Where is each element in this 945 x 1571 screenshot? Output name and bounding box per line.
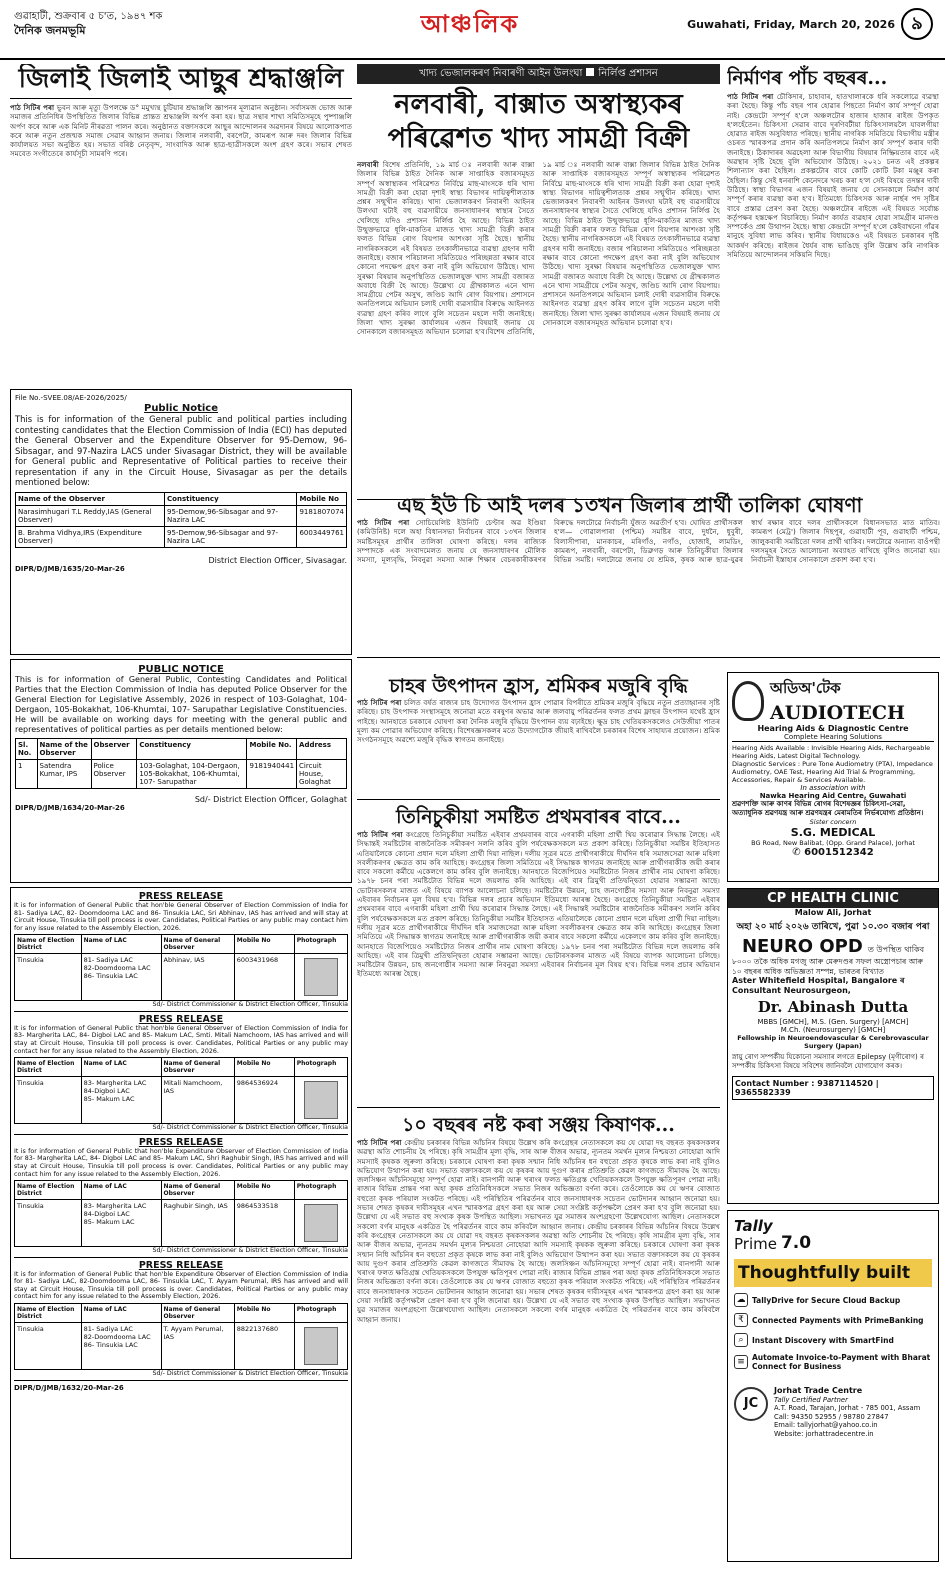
- tea-text: চলিত বৰ্ষত ৰাজ্যৰ চাহ উদ্যোগত উৎপাদন হ্ৰাস পোৱাৰ বিপৰীতে শ্ৰমিকৰ মজুৰি বৃদ্ধিয়ে নতুন প্ৰত্যাহ্বানৰ সৃষ্টি কৰিছে। চাহ উৎপাদক সংস্থাসমূহে জনোৱা মতে বৰষুণৰ অভাৱ আৰু জলবায়ু পৰিৱৰ্তনৰ ফলত প্ৰথম ফ্লাছৰ উৎপাদন যথেষ্ট হ্ৰাস পাইছে। আনহাতে চৰকাৰে ঘোষণা কৰা দৈনিক মজুৰি বৃদ্ধিয়ে উৎপাদন ব্যয় বঢ়াইছে। ক্ষুদ্ৰ চাহ খেতিয়কসকলেও সেউজীয়া পাতৰ মূল্য কম পোৱাৰ অভিযোগ কৰিছে। বিশেষজ্ঞসকলৰ মতে উদ্যোগটোক জীয়াই ৰাখিবলৈ চৰকাৰৰ বিশেষ সাহায্যৰ প্ৰয়োজন। শ্ৰমিক সংগঠনসমূহে অৱশ্যে মজুৰি বৃদ্ধিক স্বাগতম জনাইছে।: [357, 698, 720, 745]
- press-releases-tinsukia: [10, 887, 352, 1559]
- cp-date: অহা ২০ মাৰ্চ ২০২৬ তাৰিখে, পুৱা ১০.৩০ বজাৰ পৰা: [736, 922, 930, 932]
- press-title: PRESS RELEASE: [138, 1259, 224, 1271]
- notice2-table: [15, 738, 347, 789]
- table-cell: Narasimhugari T.L Reddy,IAS (General Observer): [16, 505, 165, 526]
- press-lac: 85- Makum LAC: [83, 1218, 135, 1227]
- tribute-text: ভুবন আৰু মৃত্যু উপলক্ষে ড° মমুখ্যন্থ চুটিয়াৰ শ্ৰদ্ধাঞ্জলি জ্ঞাপনৰ মূল্যৱান অনুষ্ঠান। সৰ্বাসমজ ভোজ আৰু সমাজৰ প্ৰতিনিধিৰ উপস্থিতিত জিলাৰ বিভিন্ন প্ৰান্তত শ্ৰদ্ধাঞ্জলি অৰ্পণ কৰা হয়। ছাত্ৰ সন্থাৰ শাখা সমিতিসমূহে পুষ্পাঞ্জলি অৰ্পণ কৰে আৰু এক মিনিট নীৰৱতা পালন কৰে। অনুষ্ঠানত বক্তাসকলে আছুৰ আন্দোলনৰ অৱদানৰ বিষয়ে আলোকপাত কৰে আৰু নতুন প্ৰজন্মক সমাজ সেৱাৰ আহ্বান জনায়। জিলাৰ নলবাৰী, বৰপেটা, কামৰূপ আৰু দৰং জিলাৰ বিভিন্ন কাৰ্যালয়ত সভা অনুষ্ঠিত হয়। সভাত বৰিষ্ঠ নেতৃবৃন্দ, সাংবাদিক আৰু ছাত্ৰ-ছাত্ৰীসকলে অংশ গ্ৰহণ কৰে। সভাৰ শেষত সমবেত সংগীতেৰে কাৰ্যসূচী সামৰণি পৰে।: [10, 103, 352, 159]
- lead-kicker-a: খাদ্য ভেজালকৰণ নিবাৰণী আইন উলংঘা: [419, 68, 583, 79]
- press-body: It is for information of General Public that hon'ble General Observer of Election Commission of India for 83- Margherita LAC, 84- Digboi LAC and 85- Makum LAC, Smti. Mitali Namchoom, IAS has arrived and will stay at Circuit House, Tinsukia till poll process is over. Candidates, Political Parties or any public may contact her for any issue related to the Assembly Election, 2026.: [14, 1024, 348, 1055]
- table-cell: [294, 954, 347, 1001]
- tally-call: Call: 94350 52955 / 98780 27847: [774, 1412, 889, 1421]
- ear-icon: [732, 681, 764, 721]
- construction-text: চৌকিদাৰ, চাহাবাৰ, হাতখালাৰকে ধৰি সকলোৱে ব্যৱস্থা কৰা হৈছে। কিন্তু পাঁচ বছৰ পাৰ হোৱাৰ পিছতো নিৰ্মাণ কাৰ্য সম্পূৰ্ণ হোৱা নাই। কেন্দ্ৰটো সম্পূৰ্ণ হ'লে অঞ্চলটোৰ হাজাৰ হাজাৰ ৰাইজ উপকৃত হ'লহেঁতেন। চিকিৎসা সেৱাৰ বাবে দূৰণিবটীয়া চিকিৎসালয়লৈ যাবলগীয়া হোৱাত ৰাইজ অসুবিধাত পৰিছে। স্থানীয় নাগৰিক সমিতিয়ে বিভাগীয় মন্ত্ৰীৰ ওচৰত স্মাৰকপত্ৰ প্ৰদান কৰি অনতিপলমে নিৰ্মাণ কাৰ্য সম্পূৰ্ণ কৰাৰ দাবী জনাইছে। ঠিকাদাৰৰ অৱহেলা আৰু বিভাগীয় বিষয়াৰ নিষ্ক্ৰিয়তাৰ বাবে এই অৱস্থাৰ সৃষ্টি হৈছে বুলি অভিযোগ উঠিছে। ২০২১ চনত এই প্ৰকল্পৰ শিলান্যাস কৰা হৈছিল। প্ৰকল্পটোৰ বাবে কোটি কোটি টকা মঞ্জুৰ কৰা হৈছিল। কিন্তু সেই ধনৰাশি কেনেদৰে খৰচ কৰা হ'ল সেই বিষয়ে তদন্তৰ দাবী উঠিছে। স্বাস্থ্য বিভাগৰ এজন বিষয়াই জনায় যে সোনকালে নিৰ্মাণ কাৰ্য সম্পূৰ্ণ কৰাৰ ব্যৱস্থা কৰা হ'ব। ইতিমধ্যে চিকিৎসক আৰু নাৰ্ছৰ পদ সৃষ্টিৰ বাবে প্ৰস্তাৱ প্ৰেৰণ কৰা হৈছে। অঞ্চলটোৰ ৰাইজে এই বিষয়ত সৰ্বোচ্চ কৰ্তৃপক্ষৰ হস্তক্ষেপ বিচাৰিছে। নিৰ্মাণ কাৰ্যত ব্যৱহাৰ হোৱা সামগ্ৰীৰ মানদণ্ড সম্পৰ্কেও প্ৰশ্ন উত্থাপন হৈছে। স্বাস্থ্য কেন্দ্ৰটো সম্পূৰ্ণ হ'লে কেইবাখনো গাঁৱৰ মানুহে সুবিধা লাভ কৰিব। স্থানীয় বিধায়কেও এই বিষয়ত চৰকাৰৰ দৃষ্টি আকৰ্ষণ কৰিছে। ৰাইজৰ ধৈৰ্যৰ বান্ধ ভাঙিছে বুলি উল্লেখ কৰি নাগৰিক সমিতিয়ে আন্দোলনৰ সকিয়নি দিছে।: [727, 92, 939, 260]
- table-cell: Tinsukia: [15, 954, 82, 1001]
- cp-sub: Malow Ali, Jorhat: [794, 908, 872, 917]
- table-cell: 95-Demow,96-Sibsagar and 97-Nazira LAC: [165, 505, 297, 526]
- cp-doctor: Dr. Abinash Dutta: [757, 998, 909, 1016]
- cp-title: CP HEALTH CLINIC: [728, 889, 938, 908]
- audiotech-header: [732, 677, 934, 724]
- press-table: [14, 1303, 348, 1370]
- construction-title: নিৰ্মাণৰ পাঁচ বছৰৰ...: [727, 67, 888, 89]
- audiotech-sub1: Hearing Aids & Diagnostic Centre: [757, 724, 909, 733]
- tribute-dateline: পাঠ সিটিৰ পৰা: [10, 103, 55, 112]
- press-signature: Sd/- District Commissioner & District Election Officer, Tinsukia: [152, 1124, 348, 1132]
- press-th: Name of LAC: [81, 1058, 161, 1077]
- tea-body: [357, 698, 720, 800]
- cp-contact-label: Contact Number :: [735, 1079, 815, 1088]
- audiotech-sub2: Complete Hearing Solutions: [732, 733, 934, 742]
- table-cell: [294, 1077, 347, 1124]
- table-cell: Tinsukia: [15, 1323, 82, 1370]
- table-cell: Tinsukia: [15, 1077, 82, 1124]
- cp-contact[interactable]: [732, 1076, 934, 1100]
- notice2-title: PUBLIC NOTICE: [138, 664, 224, 675]
- table-cell: Raghubir Singh, IAS: [161, 1200, 234, 1247]
- sg-medical: S.G. MEDICAL: [790, 826, 876, 839]
- press-body: It is for information of General Public that hon'ble Expenditure Observer of Election Commission of India for 81- Sadiya LAC, 82-Doomdooma LAC, 86- Tinsukia LAC, T. Ayyam Perumal, IRS has arrived and will stay at Circuit House, Tinsukia till poll process is over. Candidates, Political Parties or any public may contact him for any issue related to the Assembly Election, 2026.: [14, 1270, 348, 1301]
- construction-article: [727, 64, 939, 488]
- lead-kicker: [357, 64, 720, 84]
- header-date-assamese: গুৱাহাটী, শুক্ৰবাৰ ৫ চ'ত, ১৯৪৭ শক: [14, 11, 163, 22]
- header-dateline: Guwahati, Friday, March 20, 2026: [687, 18, 895, 31]
- list-item: [734, 1333, 932, 1347]
- press-th: Name of Election District: [15, 1058, 82, 1077]
- press-th: Mobile No: [234, 935, 294, 954]
- farmers-text-continued: কেন্দ্ৰীয় চৰকাৰৰ বিভিন্ন আঁচনিৰ বিষয়ে উল্লেখ কৰি কংগ্ৰেছৰ নেতাসকলে কয় যে যোৱা দহ বছৰত কৃষকসকলৰ অৱস্থা অতি শোচনীয় হৈ পৰিছে। কৃষি সামগ্ৰীৰ মূল্য বৃদ্ধি, সাৰ আৰু বীজৰ অভাৱ, ন্যূনতম সমৰ্থন মূল্যৰ নিশ্চয়তা নোহোৱা আদি সমস্যাই কৃষকক জুৰুলা কৰিছে। চৰকাৰে ঘোষণা কৰা কৃষক সন্মান নিধি আঁচনিৰ ধন বহুতো প্ৰকৃত কৃষকে লাভ কৰা নাই বুলিও অভিযোগ উত্থাপন কৰা হয়। সভাত বক্তাসকলে কয় যে কৃষকৰ আয় দুগুণ কৰাৰ প্ৰতিশ্ৰুতি কেৱল কাগজতে সীমাবদ্ধ হৈ আছে। জলসিঞ্চন আঁচনিসমূহো সম্পূৰ্ণ হোৱা নাই। বানপানী আৰু খৰাংৰ ফলত ক্ষতিগ্ৰস্ত খেতিয়কসকলে উপযুক্ত ক্ষতিপূৰণ পোৱা নাই। ৰাজ্যৰ বিভিন্ন প্ৰান্তৰ পৰা অহা কৃষক প্ৰতিনিধিসকলে সভাত নিজৰ অভিজ্ঞতা বৰ্ণনা কৰে। তেওঁলোকে কয় যে ঋণৰ বোজাত বহুতো কৃষক পৰিয়াল সংকটত পৰিছে। এই পৰিস্থিতিৰ পৰিৱৰ্তনৰ বাবে জনসাধাৰণক সচেতন ভোটদানৰ আহ্বান জনোৱা হয়। সভাৰ শেষত কৃষকৰ দাবীসমূহৰ এখন স্মাৰকপত্ৰ গ্ৰহণ কৰা হয় আৰু সেয়া সংশ্লিষ্ট কৰ্তৃপক্ষলৈ প্ৰেৰণ কৰা হ'ব বুলি জনোৱা হয়। উল্লেখ্য যে এই সভাত বহু সংখ্যক কৃষক উপস্থিত আছিল। সভাখনত যুৱ সমাজৰ অংশগ্ৰহণো উল্লেখযোগ্য আছিল। নেতাসকলে সকলো বৰ্গৰ মানুহক একত্ৰিত হৈ পৰিৱৰ্তনৰ বাবে কাম কৰিবলৈ আহ্বান জনায়।: [357, 1221, 720, 1324]
- table-row: [15, 954, 348, 1001]
- page-header: [0, 0, 945, 60]
- tally-feature: TallyDrive for Secure Cloud Backup: [752, 1295, 901, 1305]
- press-lac: 85- Makum LAC: [83, 1095, 135, 1104]
- lead-title: নলবাৰী, বাক্সাত অস্বাস্থ্যকৰ পৰিৱেশত খাদ্য সামগ্ৰী বিক্ৰী: [387, 89, 690, 154]
- press-th: Photograph: [294, 1304, 347, 1323]
- tally-web: Website: jorhattradecentre.in: [774, 1429, 874, 1438]
- cp-health-clinic-ad: [727, 888, 939, 1204]
- audiotech-brand: AUDIOTECH: [770, 702, 905, 724]
- cp-deg3: Fellowship in Neuroendovascular & Cerebrovascular Surgery (Japan): [737, 1034, 929, 1050]
- notice2-body: This is for information of General Public, Contesting Candidates and Political Parties that the Election Commission of India has deputed Police Observer for the General Election for Legislative Assembly, 2026 in respect of 103-Golaghat, 104-Dergaon, 105-Bokakhat, 106-Khumtai, 107- Sarupathar Legislative Constituencies. He will be available on working days for meeting with the general public and representatives of political parties as per details mentioned below:: [15, 675, 347, 734]
- tea-dateline: পাঠ সিটিৰ পৰা: [357, 698, 402, 707]
- list-item: [734, 1313, 932, 1327]
- payment-icon: ₹: [734, 1313, 748, 1327]
- table-cell: 9181807074: [297, 505, 347, 526]
- audiotech-phone: [732, 847, 934, 858]
- tally-features: [734, 1293, 932, 1371]
- candidates-body: [357, 518, 940, 658]
- tally-header: [734, 1217, 932, 1253]
- cp-deg1: MBBS [GMCH], M.S. (Gen. Surgery) [AMCH]: [757, 1018, 909, 1026]
- press-container: [14, 891, 348, 1381]
- candidates-article: [357, 492, 940, 668]
- table-cell: 9864533518: [234, 1200, 294, 1247]
- tally-company: Jorhat Trade Centre: [774, 1386, 863, 1395]
- audiotech-assoc: In association with: [800, 784, 866, 792]
- table-cell: Mitali Namchoom, IAS: [161, 1077, 234, 1124]
- press-lac: 82-Doomdooma LAC: [83, 964, 151, 973]
- press-body: It is for information of General Public that hon'ble Expenditure Observer of Election Commission of India for 83- Margherita LAC, 84- Digboi LAC and 85- Makum LAC, Shri Raghubir Singh, IRS has arrived and will stay at Circuit House, Tinsukia till poll process is over. Candidates, Political Parties or any public may contact him for any issue related to the Assembly Election, 2026.: [14, 1147, 348, 1178]
- lead-dateline: নলবাৰী: [357, 160, 379, 169]
- audiotech-ad: [727, 672, 939, 882]
- tally-email: Email: tallyjorhat@yahoo.co.in: [774, 1421, 878, 1429]
- lead-kicker-b: নিৰ্লিপ্ত প্ৰশাসন: [598, 68, 658, 79]
- notice1-body: This is for information of the General public and political parties including contesting candidates that the Election Commission of India (ECI) has deputed the General Observer and the Expenditure Observer for 95-Demow, 96-Sibsagar, and 97-Nazira LACS under Sivasagar District, they will be available for General public and Representative of Political parties to receive their representation if any in the Circuit House, Sivasagar as per the details mentioned below:: [15, 414, 347, 487]
- audiotech-assamese: শ্ৰৱণশক্তি আৰু কাণৰ বিভিন্ন ৰোগৰ বিশেষজ্ঞৰ চিকিৎসা-সেৱা, অত্যাধুনিক শ্ৰৱণযন্ত্ৰ আৰু শ্ৰৱণযন্ত্ৰৰ মেৰামতিৰ নিৰ্ভৰযোগ্য প্ৰতিষ্ঠান।: [732, 800, 924, 817]
- table-cell: 1: [16, 760, 38, 789]
- notice2-th: Observer: [91, 739, 137, 760]
- press-th: Mobile No: [234, 1058, 294, 1077]
- tinsukia-title: তিনিচুকীয়া সমষ্টিত প্ৰথমবাৰৰ বাবে...: [396, 806, 681, 828]
- press-lac: 81- Sadiya LAC: [83, 1325, 133, 1333]
- press-th: Photograph: [294, 935, 347, 954]
- tally-feature: Connected Payments with PrimeBanking: [752, 1315, 924, 1325]
- table-cell: 95-Demow,96-Sibsagar and 97-Nazira LAC: [165, 526, 297, 547]
- tribute-title: জিলাই জিলাই আছুৰ শ্ৰদ্ধাঞ্জলি: [10, 64, 352, 99]
- farmers-title: ১০ বছৰৰ নষ্ট কৰা সঞ্জয় কিষাণক...: [402, 1114, 675, 1136]
- cp-opd-tail: ত উপস্থিত থাকিব: [867, 945, 925, 954]
- page-number: ৯: [901, 8, 933, 40]
- table-cell: [81, 1323, 161, 1370]
- observer-photo: [304, 1327, 338, 1365]
- notice1-title: Public Notice: [143, 403, 219, 414]
- press-th: Name of LAC: [81, 935, 161, 954]
- list-item: [734, 1293, 932, 1307]
- notice2-th: Constituency: [137, 739, 247, 760]
- candidates-title: এছ ইউ চি আই দলৰ ১৩খন জিলাৰ প্ৰাৰ্থী তালিকা ঘোষণা: [397, 493, 863, 517]
- tally-prime: Prime: [734, 1235, 777, 1253]
- notice1-table: [15, 492, 347, 548]
- press-release: [14, 1137, 348, 1258]
- table-cell: Circuit House, Golaghat: [297, 760, 347, 789]
- table-cell: [81, 1077, 161, 1124]
- header-paper-name: দৈনিক জনমভূমি: [14, 24, 86, 37]
- tinsukia-text-continued: কংগ্ৰেছে তিনিচুকীয়া সমষ্টিত এইবাৰ প্ৰথমবাৰৰ বাবে এগৰাকী মহিলা প্ৰাৰ্থী থিয় কৰোৱাৰ সিদ্ধান্ত লৈছে। এই সিদ্ধান্তই সমষ্টিটোৰ ৰাজনৈতিক সমীকৰণ সলনি কৰিব বুলি পৰ্যবেক্ষকসকলে মত প্ৰকাশ কৰিছে। তিনিচুকীয়া সমষ্টিৰ ইতিহাসত এতিয়ালৈকে কোনো প্ৰধান দলে মহিলা প্ৰাৰ্থী দিয়া নাছিল। দলীয় সূত্ৰৰ মতে প্ৰাৰ্থীগৰাকীয়ে দীৰ্ঘদিন ধৰি সমাজসেৱা আৰু মহিলা সবলীকৰণৰ ক্ষেত্ৰত কাম কৰি আহিছে। কংগ্ৰেছৰ জিলা সমিতিয়ে এই সিদ্ধান্তক স্বাগতম জনাইছে আৰু প্ৰাৰ্থীগৰাকীক জয়ী কৰাৰ বাবে সকলো কৰ্মীয়ে একেলগে কাম কৰিব বুলি জনাইছে। আনহাতে বিজেপিয়েও সমষ্টিটোত নিজৰ প্ৰাৰ্থীৰ নাম ঘোষণা কৰিছে। ১৯৭৮ চনৰ পৰা সমষ্টিটোত বিভিন্ন দলে জয়লাভ কৰি আহিছে। এই বাৰ ত্ৰিমুখী প্ৰতিদ্বন্দ্বিতা হোৱাৰ সম্ভাৱনা আছে। ভোটাৰসকলৰ মাজত এই বিষয়ে ব্যাপক আলোচনা চলিছে। সমষ্টিটোৰ উন্নয়ন, চাহ জনগোষ্ঠীৰ সমস্যা আৰু নিবনুৱা সমস্যা এইবাৰৰ নিৰ্বাচনৰ মূল বিষয় হ'ব। বিভিন্ন দলৰ প্ৰচাৰ অভিযান ইতিমধ্যে আৰম্ভ হৈছে।: [357, 895, 720, 979]
- press-table: [14, 1057, 348, 1124]
- notice2-signature: Sd/- District Election Officer, Golaghat: [194, 795, 347, 804]
- candidates-dateline: পাঠ সিটিৰ পৰা: [357, 518, 410, 527]
- notice1-th: Name of the Observer: [16, 492, 165, 505]
- cp-claim: ৮০০০ তকৈ অধিক মগজু আৰু মেৰুদণ্ডৰ সফল অস্ত্ৰোপচাৰ আৰু ১০ বছৰৰ অধিক অভিজ্ঞতা সম্পন্ন, ভাৰতৰ বিখ্যাত: [732, 957, 924, 976]
- cp-contact-number: 9387114520 | 9365582339: [735, 1079, 879, 1097]
- masthead: [380, 6, 560, 48]
- table-cell: [294, 1200, 347, 1247]
- table-row: [15, 1323, 348, 1370]
- lead-body: [357, 160, 720, 500]
- farmers-dateline: পাঠ সিটিৰ পৰা: [357, 1138, 402, 1147]
- candidates-text: সোচিয়েলিষ্ট ইউনিটি চেণ্টাৰ অৱ ইণ্ডিয়া (কমিউনিষ্ট) দলে অহা বিধানসভা নিৰ্বাচনৰ বাবে ১৩খন জিলাৰ সমষ্টিসমূহৰ প্ৰাৰ্থীৰ তালিকা ঘোষণা কৰিছে। দলৰ ৰাজ্যিক সম্পাদকে এক সংবাদমেলত জনায় যে জনসাধাৰণৰ মৌলিক সমস্যা, মূল্যবৃদ্ধি, নিবনুৱা সমস্যা আৰু শিক্ষাৰ বেচৰকাৰীকৰণৰ বিৰুদ্ধে দলটোৱে নিৰ্বাচনী যুঁজত অৱতীৰ্ণ হ'ব। ঘোষিত প্ৰাৰ্থীসকল হ'ল— গোৱালপাৰা (পশ্চিম) সমষ্টিৰ বাবে, দুধনৈ, ধুবুৰী, বিলাসীপাৰা, মানকাচৰ, মৰিগাঁও, নগাঁও, হোজাই, লামডিং, কামৰূপ, নলবাৰী, বৰপেটা, ডিব্ৰুগড় আৰু তিনিচুকীয়া জিলাৰ বিভিন্ন সমষ্টি। দলটোৱে জনায় যে শ্ৰমিক, কৃষক আৰু ছাত্ৰ-যুৱৰ স্বাৰ্থ ৰক্ষাৰ বাবে দলৰ প্ৰাৰ্থীসকলে বিধানসভাত মাত মাতিব। কামৰূপ (মেট্ৰ') জিলাৰ দিছপুৰ, গুৱাহাটী পূব, গুৱাহাটী পশ্চিম, জালুকবাৰী সমষ্টিতো দলৰ প্ৰাৰ্থী থাকিব। দলটোৱে অন্যান্য বাওঁপন্থী দলসমূহৰ সৈতে আলোচনা অব্যাহত ৰাখিছে বুলিও জনোৱা হয়। নিৰ্বাচনী ইস্তাহাৰ সোনকালে প্ৰকাশ কৰা হ'ব।: [357, 518, 940, 565]
- tinsukia-text: কংগ্ৰেছে তিনিচুকীয়া সমষ্টিত এইবাৰ প্ৰথমবাৰৰ বাবে এগৰাকী মহিলা প্ৰাৰ্থী থিয় কৰোৱাৰ সিদ্ধান্ত লৈছে। এই সিদ্ধান্তই সমষ্টিটোৰ ৰাজনৈতিক সমীকৰণ সলনি কৰিব বুলি পৰ্যবেক্ষকসকলে মত প্ৰকাশ কৰিছে। তিনিচুকীয়া সমষ্টিৰ ইতিহাসত এতিয়ালৈকে কোনো প্ৰধান দলে মহিলা প্ৰাৰ্থী দিয়া নাছিল। দলীয় সূত্ৰৰ মতে প্ৰাৰ্থীগৰাকীয়ে দীৰ্ঘদিন ধৰি সমাজসেৱা আৰু মহিলা সবলীকৰণৰ ক্ষেত্ৰত কাম কৰি আহিছে। কংগ্ৰেছৰ জিলা সমিতিয়ে এই সিদ্ধান্তক স্বাগতম জনাইছে আৰু প্ৰাৰ্থীগৰাকীক জয়ী কৰাৰ বাবে সকলো কৰ্মীয়ে একেলগে কাম কৰিব বুলি জনাইছে। আনহাতে বিজেপিয়েও সমষ্টিটোত নিজৰ প্ৰাৰ্থীৰ নাম ঘোষণা কৰিছে। ১৯৭৮ চনৰ পৰা সমষ্টিটোত বিভিন্ন দলে জয়লাভ কৰি আহিছে। এই বাৰ ত্ৰিমুখী প্ৰতিদ্বন্দ্বিতা হোৱাৰ সম্ভাৱনা আছে। ভোটাৰসকলৰ মাজত এই বিষয়ে ব্যাপক আলোচনা চলিছে। সমষ্টিটোৰ উন্নয়ন, চাহ জনগোষ্ঠীৰ সমস্যা আৰু নিবনুৱা সমস্যা এইবাৰৰ নিৰ্বাচনৰ মূল বিষয় হ'ব। বিভিন্ন দলৰ প্ৰচাৰ অভিযান ইতিমধ্যে আৰম্ভ হৈছে।: [357, 830, 720, 905]
- press-th: Name of Election District: [15, 1304, 82, 1323]
- audiotech-logo-text: অডিঅ'টেক: [770, 679, 841, 697]
- construction-body: [727, 92, 939, 480]
- construction-dateline: পাঠ সিটিৰ পৰা: [727, 92, 774, 101]
- table-row: [15, 1077, 348, 1124]
- search-icon: ⌕: [734, 1333, 748, 1347]
- square-bullet-icon: [586, 68, 594, 76]
- tally-slogan: Thoughtfully built: [734, 1259, 932, 1287]
- observer-photo: [304, 1081, 338, 1119]
- notice1-th: Mobile No: [297, 492, 347, 505]
- press-lac: 83- Margherita LAC: [83, 1079, 147, 1088]
- table-cell: 8822137680: [234, 1323, 294, 1370]
- audiotech-assoc2: Nawka Hearing Aid Centre, Guwahati: [759, 792, 907, 800]
- press-lac: 84-Digboi LAC: [83, 1210, 130, 1219]
- press-th: Mobile No: [234, 1181, 294, 1200]
- cp-opd-line: [728, 936, 938, 957]
- table-cell: 6003449761: [297, 526, 347, 547]
- press-lac: 86- Tinsukia LAC: [83, 972, 138, 981]
- table-cell: Abhinav, IAS: [161, 954, 234, 1001]
- audiotech-sister: Sister concern: [809, 818, 857, 826]
- press-release: [14, 891, 348, 1012]
- table-row: [16, 760, 347, 789]
- tally-dealer: [734, 1387, 932, 1438]
- audiotech-line2: Diagnostic Services : Pure Tone Audiometry (PTA), Impedance Audiometry, OAE Test, Hearing Aid Trial & Programming, Accessories, Repair & Services Available.: [732, 760, 933, 784]
- press-th: Name of Election District: [15, 1181, 82, 1200]
- table-cell: Police Observer: [91, 760, 137, 789]
- audiotech-line1: Hearing Aids Available : Invisible Hearing Aids, Rechargeable Hearing Aids, Latest Digital Technology.: [732, 744, 931, 760]
- phone-icon: ✆: [792, 847, 805, 858]
- press-table: [14, 1180, 348, 1247]
- press-lac: 84-Digboi LAC: [83, 1087, 130, 1096]
- tribute-body: [10, 103, 352, 385]
- lead-text: বিশেষ প্ৰতিনিধি, ১৯ মাৰ্চ ঃ নলবাৰী আৰু বাক্সা জিলাৰ বিভিন্ন ঠাইত দৈনিক আৰু সাপ্তাহিক বজাৰসমূহত সম্পূৰ্ণ অস্বাস্থ্যকৰ পৰিৱেশত নিৰ্বিঘ্নে মাছ-মাংসকে ধৰি খাদ্য সামগ্ৰী বিক্ৰী কৰা হোৱা দৃশ্যই স্বাস্থ্য বিভাগৰ দায়িত্বশীলতাক প্ৰশ্নৰ সন্মুখীন কৰিছে। খাদ্য ভেজালকৰণ নিবাৰণী আইনৰ উলংঘা ঘটাই বহু ব্যৱসায়ীয়ে জনসাধাৰণৰ স্বাস্থ্যৰ সৈতে খেলিছে যদিও প্ৰশাসন নিৰ্লিপ্ত হৈ আছে। বিভিন্ন ঠাইত উন্মুক্তভাৱে ধূলি-মাকতিৰ মাজত খাদ্য সামগ্ৰী বিক্ৰী কৰাৰ ফলত বিভিন্ন ৰোগ বিয়পাৰ আশংকা সৃষ্টি হৈছে। স্থানীয় নাগৰিকসকলে এই বিষয়ত তৎকালীনভাৱে ব্যৱস্থা গ্ৰহণৰ দাবী জনাইছে। বজাৰ পৰিচালনা সমিতিয়েও পৰিচ্ছন্নতা ৰক্ষাৰ বাবে কোনো পদক্ষেপ গ্ৰহণ কৰা নাই বুলি অভিযোগ উঠিছে। খাদ্য সুৰক্ষা বিষয়াৰ অনুপস্থিতিত ভেজালযুক্ত খাদ্য সামগ্ৰী বজাৰত অবাধে বিক্ৰী হৈ আছে। উল্লেখ্য যে গ্ৰীষ্মকালত এনে খাদ্য সামগ্ৰীয়ে পেটৰ অসুখ, জণ্ডিচ আদি ৰোগ বিয়পায়। প্ৰশাসনে অনতিপলমে অভিযান চলাই দোষী ব্যৱসায়ীৰ বিৰুদ্ধে আইনগত ব্যৱস্থা গ্ৰহণ কৰিব লাগে বুলি সচেতন মহলে দাবী জনাইছে। জিলা খাদ্য সুৰক্ষা কাৰ্যালয়ৰ এজন বিষয়াই জনায় যে সোনকালে বজাৰসমূহত অভিযান চলোৱা হ'ব।: [357, 160, 535, 337]
- press-table: [14, 934, 348, 1001]
- notice2-th: Name of the Observer: [37, 739, 91, 760]
- tally-address: A.T. Road, Tarajan, Jorhat - 785 001, Assam: [774, 1404, 921, 1412]
- list-item: [734, 1353, 932, 1371]
- cp-note: স্নায়ু ৰোগ সম্পৰ্কীয় যিকোনো সমস্যাৰ লগতে Epilepsy (মৃগীৰোগ) ৰ সম্পৰ্কীয় চিকিৎসা বিষয়ে সবিশেষ জানিবলৈ যোগাযোগ কৰক।: [732, 1053, 924, 1070]
- table-row: [16, 505, 347, 526]
- notice1-ref: DIPR/D/JMB/1635/20-Mar-26: [15, 564, 125, 573]
- notice2-th: Address: [297, 739, 347, 760]
- tally-brand: Tally: [734, 1217, 773, 1235]
- table-cell: [294, 1323, 347, 1370]
- press-signature: Sd/- District Commissioner & District Election Officer, Tinsukia: [152, 1247, 348, 1255]
- tally-ad: [727, 1210, 939, 1562]
- notice1-th: Constituency: [165, 492, 297, 505]
- press-title: PRESS RELEASE: [138, 1136, 224, 1148]
- press-title: PRESS RELEASE: [138, 891, 224, 902]
- left-column: [10, 64, 352, 1564]
- table-cell: T. Ayyam Perumal, IAS: [161, 1323, 234, 1370]
- table-cell: 103-Golaghat, 104-Dergaon, 105-Bokakhat, 106-Khumtai, 107- Sarupathar: [137, 760, 247, 789]
- invoice-icon: ≡: [734, 1355, 748, 1369]
- public-notice-golaghat: [10, 659, 352, 883]
- notice2-ref: DIPR/D/JMB/1634/20-Mar-26: [15, 804, 125, 812]
- press-th: Name of General Observer: [161, 1304, 234, 1323]
- press-lac: 82-Doomdooma LAC: [83, 1333, 151, 1341]
- farmers-body: [357, 1138, 720, 1550]
- farmers-text: কেন্দ্ৰীয় চৰকাৰৰ বিভিন্ন আঁচনিৰ বিষয়ে উল্লেখ কৰি কংগ্ৰেছৰ নেতাসকলে কয় যে যোৱা দহ বছৰত কৃষকসকলৰ অৱস্থা অতি শোচনীয় হৈ পৰিছে। কৃষি সামগ্ৰীৰ মূল্য বৃদ্ধি, সাৰ আৰু বীজৰ অভাৱ, ন্যূনতম সমৰ্থন মূল্যৰ নিশ্চয়তা নোহোৱা আদি সমস্যাই কৃষকক জুৰুলা কৰিছে। চৰকাৰে ঘোষণা কৰা কৃষক সন্মান নিধি আঁচনিৰ ধন বহুতো প্ৰকৃত কৃষকে লাভ কৰা নাই বুলিও অভিযোগ উত্থাপন কৰা হয়। সভাত বক্তাসকলে কয় যে কৃষকৰ আয় দুগুণ কৰাৰ প্ৰতিশ্ৰুতি কেৱল কাগজতে সীমাবদ্ধ হৈ আছে। জলসিঞ্চন আঁচনিসমূহো সম্পূৰ্ণ হোৱা নাই। বানপানী আৰু খৰাংৰ ফলত ক্ষতিগ্ৰস্ত খেতিয়কসকলে উপযুক্ত ক্ষতিপূৰণ পোৱা নাই। ৰাজ্যৰ বিভিন্ন প্ৰান্তৰ পৰা অহা কৃষক প্ৰতিনিধিসকলে সভাত নিজৰ অভিজ্ঞতা বৰ্ণনা কৰে। তেওঁলোকে কয় যে ঋণৰ বোজাত বহুতো কৃষক পৰিয়াল সংকটত পৰিছে। এই পৰিস্থিতিৰ পৰিৱৰ্তনৰ বাবে জনসাধাৰণক সচেতন ভোটদানৰ আহ্বান জনোৱা হয়। সভাৰ শেষত কৃষকৰ দাবীসমূহৰ এখন স্মাৰকপত্ৰ গ্ৰহণ কৰা হয় আৰু সেয়া সংশ্লিষ্ট কৰ্তৃপক্ষলৈ প্ৰেৰণ কৰা হ'ব বুলি জনোৱা হয়। উল্লেখ্য যে এই সভাত বহু সংখ্যক কৃষক উপস্থিত আছিল। সভাখনত যুৱ সমাজৰ অংশগ্ৰহণো উল্লেখযোগ্য আছিল। নেতাসকলে সকলো বৰ্গৰ মানুহক একত্ৰিত হৈ পৰিৱৰ্তনৰ বাবে কাম কৰিবলৈ আহ্বান জনায়।: [357, 1138, 720, 1231]
- observer-photo: [304, 1204, 338, 1242]
- table-cell: B. Brahma Vidhya,IRS (Expenditure Observer): [16, 526, 165, 547]
- press-title: PRESS RELEASE: [138, 1013, 224, 1025]
- press-th: Name of Election District: [15, 935, 82, 954]
- press-release: [14, 1014, 348, 1135]
- press-lac: 83- Margherita LAC: [83, 1202, 147, 1211]
- notice2-th: Mobile No.: [247, 739, 297, 760]
- press-lac: 86- Tinsukia LAC: [83, 1341, 138, 1349]
- masthead-logo: আঞ্চলিক: [420, 9, 520, 38]
- tinsukia-body: [357, 830, 720, 1108]
- middle-lower-column: [357, 674, 720, 1562]
- press-signature: Sd/- District Commissioner & District Election Officer, Tinsukia: [152, 1370, 348, 1377]
- table-cell: 9864536924: [234, 1077, 294, 1124]
- press-th: Name of General Observer: [161, 1181, 234, 1200]
- lead-text-continued: বিশেষ প্ৰতিনিধি, ১৯ মাৰ্চ ঃ নলবাৰী আৰু বাক্সা জিলাৰ বিভিন্ন ঠাইত দৈনিক আৰু সাপ্তাহিক বজাৰসমূহত সম্পূৰ্ণ অস্বাস্থ্যকৰ পৰিৱেশত নিৰ্বিঘ্নে মাছ-মাংসকে ধৰি খাদ্য সামগ্ৰী বিক্ৰী কৰা হোৱা দৃশ্যই স্বাস্থ্য বিভাগৰ দায়িত্বশীলতাক প্ৰশ্নৰ সন্মুখীন কৰিছে। খাদ্য ভেজালকৰণ নিবাৰণী আইনৰ উলংঘা ঘটাই বহু ব্যৱসায়ীয়ে জনসাধাৰণৰ স্বাস্থ্যৰ সৈতে খেলিছে যদিও প্ৰশাসন নিৰ্লিপ্ত হৈ আছে। বিভিন্ন ঠাইত উন্মুক্তভাৱে ধূলি-মাকতিৰ মাজত খাদ্য সামগ্ৰী বিক্ৰী কৰাৰ ফলত বিভিন্ন ৰোগ বিয়পাৰ আশংকা সৃষ্টি হৈছে। স্থানীয় নাগৰিকসকলে এই বিষয়ত তৎকালীনভাৱে ব্যৱস্থা গ্ৰহণৰ দাবী জনাইছে। বজাৰ পৰিচালনা সমিতিয়েও পৰিচ্ছন্নতা ৰক্ষাৰ বাবে কোনো পদক্ষেপ গ্ৰহণ কৰা নাই বুলি অভিযোগ উঠিছে। খাদ্য সুৰক্ষা বিষয়াৰ অনুপস্থিতিত ভেজালযুক্ত খাদ্য সামগ্ৰী বজাৰত অবাধে বিক্ৰী হৈ আছে। উল্লেখ্য যে গ্ৰীষ্মকালত এনে খাদ্য সামগ্ৰীয়ে পেটৰ অসুখ, জণ্ডিচ আদি ৰোগ বিয়পায়। প্ৰশাসনে অনতিপলমে অভিযান চলাই দোষী ব্যৱসায়ীৰ বিৰুদ্ধে আইনগত ব্যৱস্থা গ্ৰহণ কৰিব লাগে বুলি সচেতন মহলে দাবী জনাইছে। জিলা খাদ্য সুৰক্ষা কাৰ্যালয়ৰ এজন বিষয়াই জনায় যে সোনকালে বজাৰসমূহত অভিযান চলোৱা হ'ব।: [487, 160, 720, 337]
- tally-feature: Instant Discovery with SmartFind: [752, 1335, 894, 1345]
- notice1-signature: District Election Officer, Sivasagar.: [208, 555, 347, 565]
- table-cell: 9181940441: [247, 760, 297, 789]
- notice2-th: Sl. No.: [16, 739, 38, 760]
- table-cell: [81, 954, 161, 1001]
- press-body: It is for information of General Public that hon'ble General Observer of Election Commission of India for 81- Sadiya LAC, 82- Doomdooma LAC and 86- Tinsukia LAC, Sri Abhinav, IAS has arrived and will stay at Circuit House, Tinsukia till poll process is over. Candidates, Political Parties or any public may contact him for any issue related to the Assembly Election, 2026.: [14, 902, 348, 932]
- press-th: Name of LAC: [81, 1181, 161, 1200]
- notice1-file-no: File No.-SVEE.08/AE-2026/2025/: [15, 394, 127, 402]
- cp-opd: NEURO OPD: [741, 936, 863, 957]
- header-left: [14, 10, 162, 38]
- press-ref: DIPR/D/JMB/1632/20-Mar-26: [14, 1383, 124, 1392]
- tally-version: 7.0: [780, 1233, 812, 1253]
- press-th: Mobile No: [234, 1304, 294, 1323]
- tinsukia-dateline: পাঠ সিটিৰ পৰা: [357, 830, 403, 839]
- table-cell: 6003431968: [234, 954, 294, 1001]
- cloud-icon: ☁: [734, 1293, 748, 1307]
- table-cell: Satendra Kumar, IPS: [37, 760, 91, 789]
- jtc-logo-icon: JC: [734, 1387, 768, 1421]
- public-notice-sivasagar: [10, 389, 352, 655]
- audiotech-address: BG Road, New Balibat, (Opp. Grand Palace), Jorhat: [751, 839, 915, 847]
- press-th: Name of General Observer: [161, 935, 234, 954]
- press-lac: 81- Sadiya LAC: [83, 956, 133, 965]
- table-cell: [81, 1200, 161, 1247]
- audiotech-phone-number: 6001512342: [804, 847, 874, 858]
- table-row: [15, 1200, 348, 1247]
- cp-deg2: M.Ch. (Neurosurgery) [GMCH]: [780, 1026, 886, 1034]
- table-cell: Tinsukia: [15, 1200, 82, 1247]
- press-th: Name of LAC: [81, 1304, 161, 1323]
- press-signature: Sd/- District Commissioner & District Election Officer, Tinsukia: [152, 1001, 348, 1009]
- press-th: Photograph: [294, 1181, 347, 1200]
- tally-feature: Automate Invoice-to-Payment with Bharat Connect for Business: [752, 1353, 931, 1371]
- tally-company-sub: Tally Certified Partner: [774, 1395, 848, 1404]
- observer-photo: [304, 958, 338, 996]
- press-th: Name of General Observer: [161, 1058, 234, 1077]
- cp-hospital: Aster Whitefield Hospital, Bangalore ৰ Consultant Neurosurgeon,: [732, 976, 905, 995]
- table-row: [16, 526, 347, 547]
- tea-title: চাহৰ উৎপাদন হ্ৰাস, শ্ৰমিকৰ মজুৰি বৃদ্ধি: [389, 675, 688, 697]
- press-th: Photograph: [294, 1058, 347, 1077]
- press-release: [14, 1260, 348, 1381]
